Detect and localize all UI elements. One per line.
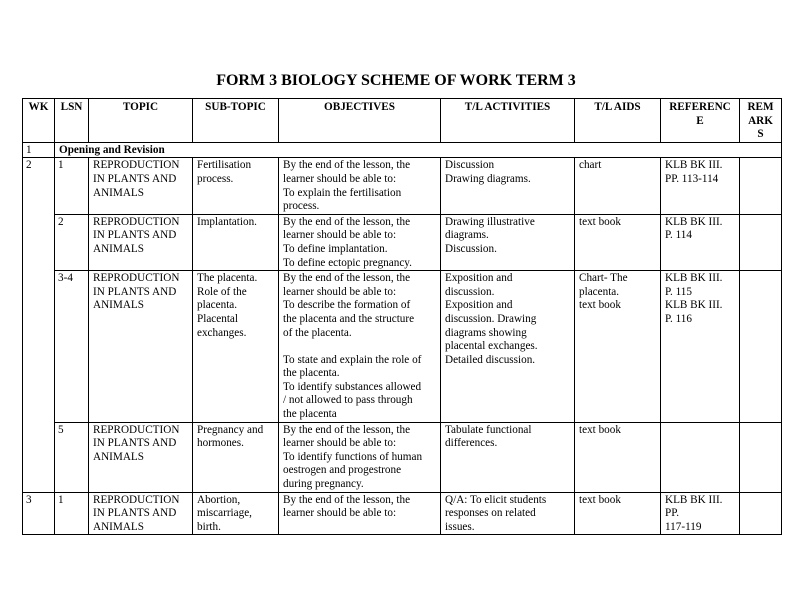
cell-line: Detailed discussion. — [445, 353, 536, 366]
objectives-part-b — [283, 354, 436, 422]
cell-topic — [89, 422, 193, 492]
cell-line: Abortion, — [197, 493, 241, 506]
cell-activities — [441, 492, 575, 535]
cell-wk: 1 — [23, 142, 55, 158]
cell-line: hormones. — [197, 437, 244, 450]
cell-topic — [89, 271, 193, 423]
cell-reference — [661, 158, 740, 214]
cell-line: REPRODUCTION — [93, 423, 180, 436]
cell-reference — [661, 214, 740, 270]
cell-line: during pregnancy. — [283, 478, 364, 491]
cell-line: chart — [579, 159, 602, 172]
cell-topic — [89, 492, 193, 535]
cell-line: PP. — [665, 507, 679, 520]
cell-line: learner should be able to: — [283, 229, 397, 242]
cell-activities — [441, 214, 575, 270]
cell-line: discussion. — [445, 285, 495, 298]
cell-line: ANIMALS — [93, 186, 144, 199]
cell-line: IN PLANTS AND — [93, 437, 177, 450]
header-lsn: LSN — [55, 99, 89, 143]
cell-activities — [441, 422, 575, 492]
cell-line: Pregnancy and — [197, 423, 264, 436]
cell-line: REFERENC — [669, 101, 731, 113]
cell-aids — [575, 422, 661, 492]
cell-line: placenta. — [197, 299, 238, 312]
header-remarks — [740, 99, 782, 143]
cell-line: diagrams. — [445, 229, 489, 242]
cell-subtopic — [193, 271, 279, 423]
cell-line: To define implantation. — [283, 242, 388, 255]
cell-remarks — [740, 422, 782, 492]
cell-line: Role of the — [197, 285, 247, 298]
cell-line: oestrogen and progestrone — [283, 464, 402, 477]
cell-remarks — [740, 158, 782, 214]
cell-line: ANIMALS — [93, 520, 144, 533]
table-row — [23, 492, 782, 535]
cell-line: KLB BK III. — [665, 159, 723, 172]
cell-line: To identify functions of human — [283, 450, 423, 463]
cell-remarks — [740, 214, 782, 270]
cell-line: diagrams showing — [445, 326, 527, 339]
cell-aids — [575, 158, 661, 214]
cell-line: issues. — [445, 520, 475, 533]
cell-line: ANIMALS — [93, 242, 144, 255]
cell-aids — [575, 214, 661, 270]
cell-line: the placenta. — [283, 367, 340, 380]
cell-line: The placenta. — [197, 272, 258, 285]
table-row — [23, 142, 782, 158]
cell-line: E — [696, 114, 704, 127]
cell-activities — [441, 158, 575, 214]
cell-line: To define ectopic pregnancy. — [283, 256, 412, 269]
cell-line: the placenta — [283, 408, 337, 421]
cell-line: learner should be able to: — [283, 437, 397, 450]
cell-objectives — [279, 158, 441, 214]
cell-line: Discussion. — [445, 242, 497, 255]
cell-line: Exposition and — [445, 299, 513, 312]
cell-line: / not allowed to pass through — [283, 394, 413, 407]
cell-wk: 3 — [23, 492, 55, 535]
header-topic: TOPIC — [89, 99, 193, 143]
cell-wk: 2 — [23, 158, 55, 492]
cell-line: ANIMALS — [93, 299, 144, 312]
cell-line: ANIMALS — [93, 450, 144, 463]
header-objectives: OBJECTIVES — [279, 99, 441, 143]
cell-aids — [575, 492, 661, 535]
cell-line: IN PLANTS AND — [93, 507, 177, 520]
cell-reference — [661, 492, 740, 535]
cell-topic — [89, 214, 193, 270]
cell-line: By the end of the lesson, the — [283, 272, 411, 285]
cell-lsn: 2 — [55, 214, 89, 270]
table-row — [23, 271, 782, 423]
cell-line: To state and explain the role of — [283, 353, 422, 366]
table-row — [23, 214, 782, 270]
objectives-spacer — [283, 340, 436, 354]
cell-line: REPRODUCTION — [93, 215, 180, 228]
cell-line: P. 114 — [665, 229, 692, 242]
cell-line: KLB BK III. — [665, 215, 723, 228]
cell-line: text book — [579, 215, 621, 228]
cell-line: text book — [579, 423, 621, 436]
header-reference — [661, 99, 740, 143]
cell-line: Fertilisation — [197, 159, 252, 172]
cell-line: Discussion — [445, 159, 495, 172]
table-row — [23, 422, 782, 492]
header-row — [23, 99, 782, 143]
cell-line: IN PLANTS AND — [93, 229, 177, 242]
cell-line: responses on related — [445, 507, 536, 520]
cell-remarks — [740, 492, 782, 535]
cell-line: IN PLANTS AND — [93, 172, 177, 185]
cell-lsn: 1 — [55, 158, 89, 214]
cell-line: REM — [747, 101, 774, 113]
cell-line: text book — [579, 493, 621, 506]
cell-line: By the end of the lesson, the — [283, 215, 411, 228]
cell-subtopic — [193, 492, 279, 535]
cell-line: differences. — [445, 437, 498, 450]
cell-objectives — [279, 422, 441, 492]
cell-line: process. — [283, 200, 320, 213]
cell-line: 117-119 — [665, 520, 702, 533]
cell-subtopic — [193, 214, 279, 270]
cell-line: placental exchanges. — [445, 340, 538, 353]
cell-line: miscarriage, — [197, 507, 252, 520]
cell-line: KLB BK III. — [665, 272, 723, 285]
cell-line: discussion. Drawing — [445, 312, 537, 325]
header-subtopic: SUB-TOPIC — [193, 99, 279, 143]
cell-line: Drawing illustrative — [445, 215, 535, 228]
cell-line: By the end of the lesson, the — [283, 493, 411, 506]
cell-line: By the end of the lesson, the — [283, 159, 411, 172]
header-aids: T/L AIDS — [575, 99, 661, 143]
cell-line: of the placenta. — [283, 326, 352, 339]
cell-line: KLB BK III. — [665, 493, 723, 506]
cell-line: IN PLANTS AND — [93, 285, 177, 298]
cell-opening-revision: Opening and Revision — [55, 142, 782, 158]
cell-line: P. 115 — [665, 285, 692, 298]
cell-objectives — [279, 271, 441, 423]
cell-remarks — [740, 271, 782, 423]
cell-line: learner should be able to: — [283, 172, 397, 185]
table-row — [23, 158, 782, 214]
cell-line: learner should be able to: — [283, 285, 397, 298]
cell-line: REPRODUCTION — [93, 493, 180, 506]
cell-line: Implantation. — [197, 215, 257, 228]
cell-line: learner should be able to: — [283, 507, 397, 520]
cell-line: exchanges. — [197, 326, 247, 339]
cell-line: text book — [579, 299, 621, 312]
cell-subtopic — [193, 422, 279, 492]
cell-line: process. — [197, 172, 234, 185]
cell-line: Exposition and — [445, 272, 513, 285]
cell-line: Drawing diagrams. — [445, 172, 531, 185]
cell-line: S — [757, 128, 764, 141]
cell-line: P. 116 — [665, 312, 692, 325]
header-wk: WK — [23, 99, 55, 143]
cell-line: Placental — [197, 312, 239, 325]
cell-aids — [575, 271, 661, 423]
cell-reference — [661, 422, 740, 492]
cell-subtopic — [193, 158, 279, 214]
cell-topic — [89, 158, 193, 214]
cell-line: the placenta and the structure — [283, 312, 415, 325]
document-title: FORM 3 BIOLOGY SCHEME OF WORK TERM 3 — [216, 72, 576, 89]
cell-lsn: 3-4 — [55, 271, 89, 423]
cell-line: birth. — [197, 520, 221, 533]
header-activities: T/L ACTIVITIES — [441, 99, 575, 143]
cell-lsn: 5 — [55, 422, 89, 492]
cell-line: REPRODUCTION — [93, 159, 180, 172]
cell-line: To identify substances allowed — [283, 380, 422, 393]
cell-line: To explain the fertilisation — [283, 186, 402, 199]
cell-line: Q/A: To elicit students — [445, 493, 547, 506]
cell-reference — [661, 271, 740, 423]
cell-line: placenta. — [579, 285, 620, 298]
objectives-part-a — [283, 272, 436, 340]
cell-line: REPRODUCTION — [93, 272, 180, 285]
cell-activities — [441, 271, 575, 423]
cell-line: Tabulate functional — [445, 423, 532, 436]
scheme-of-work-table — [22, 98, 782, 535]
cell-line: ARK — [748, 114, 773, 127]
cell-objectives — [279, 492, 441, 535]
cell-line: By the end of the lesson, the — [283, 423, 411, 436]
cell-line: PP. 113-114 — [665, 172, 719, 185]
cell-line: Chart- The — [579, 272, 628, 285]
cell-line: To describe the formation of — [283, 299, 411, 312]
cell-objectives — [279, 214, 441, 270]
cell-line: KLB BK III. — [665, 299, 723, 312]
cell-lsn: 1 — [55, 492, 89, 535]
